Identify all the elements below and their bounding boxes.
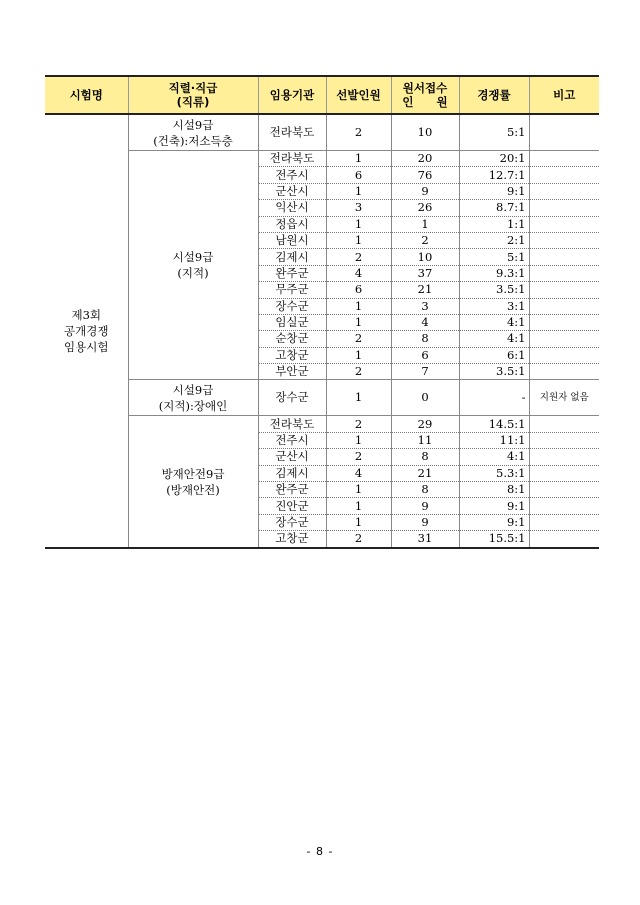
agency-cell: 전주시 [258,167,326,183]
ratio-cell: 6:1 [459,347,529,363]
applicants-cell: 26 [391,200,459,216]
applicants-cell: 10 [391,249,459,265]
exam-name-cell [45,114,128,548]
ratio-cell: 3.5:1 [459,282,529,298]
note-cell [529,498,599,514]
applicants-cell: 1 [391,216,459,232]
quota-cell: 2 [326,364,391,380]
agency-cell: 완주군 [258,482,326,498]
applicants-cell: 3 [391,298,459,314]
quota-cell: 6 [326,282,391,298]
applicants-cell: 8 [391,449,459,465]
note-cell [529,183,599,199]
ratio-cell: 4:1 [459,449,529,465]
grade-cell [128,114,258,151]
agency-cell: 익산시 [258,200,326,216]
quota-cell: 1 [326,232,391,248]
table-row [45,151,599,167]
exam-name-line: 공개경쟁 [64,323,109,338]
ratio-cell: 11:1 [459,432,529,448]
exam-name-line: 임용시험 [64,339,109,354]
ratio-cell: 9:1 [459,514,529,530]
note-cell [529,416,599,432]
applicants-cell: 4 [391,314,459,330]
agency-cell: 완주군 [258,265,326,281]
applicants-cell: 29 [391,416,459,432]
quota-cell: 1 [326,347,391,363]
table-body [45,114,599,548]
header-agency: 임용기관 [258,76,326,114]
applicants-cell: 21 [391,282,459,298]
quota-cell: 4 [326,265,391,281]
agency-cell: 전주시 [258,432,326,448]
quota-cell: 1 [326,151,391,167]
page-number: - 8 - [306,845,334,858]
note-cell [529,151,599,167]
agency-cell: 김제시 [258,249,326,265]
agency-cell: 전라북도 [258,151,326,167]
table-row [45,380,599,416]
exam-name-line: 제3회 [71,307,102,322]
agency-cell: 부안군 [258,364,326,380]
grade-line: 시설9급 [172,250,214,265]
note-cell [529,298,599,314]
applicants-cell: 21 [391,465,459,481]
quota-cell: 1 [326,183,391,199]
note-cell [529,482,599,498]
applicants-cell: 31 [391,531,459,548]
recruitment-results-table [45,75,599,549]
applicants-cell: 9 [391,498,459,514]
note-cell [529,167,599,183]
grade-cell [128,380,258,416]
quota-cell: 2 [326,531,391,548]
quota-cell: 2 [326,449,391,465]
ratio-cell: 4:1 [459,314,529,330]
grade-line: (방재안전) [166,482,220,497]
ratio-cell: 20:1 [459,151,529,167]
ratio-cell: 5:1 [459,249,529,265]
agency-cell: 장수군 [258,514,326,530]
note-cell [529,114,599,151]
note-cell [529,449,599,465]
quota-cell: 6 [326,167,391,183]
ratio-cell: 4:1 [459,331,529,347]
ratio-cell: 5:1 [459,114,529,151]
ratio-cell: 5.3:1 [459,465,529,481]
agency-cell: 장수군 [258,298,326,314]
note-cell [529,314,599,330]
header-ratio: 경쟁률 [459,76,529,114]
applicants-cell: 6 [391,347,459,363]
ratio-cell: 14.5:1 [459,416,529,432]
quota-cell: 1 [326,482,391,498]
header-note: 비고 [529,76,599,114]
note-cell [529,347,599,363]
ratio-cell: 12.7:1 [459,167,529,183]
header-row [45,76,599,114]
applicants-cell: 10 [391,114,459,151]
header-applicants-line1: 원서접수 [402,81,448,95]
note-cell [529,465,599,481]
agency-cell: 고창군 [258,347,326,363]
agency-cell: 남원시 [258,232,326,248]
agency-cell: 군산시 [258,183,326,199]
note-cell [529,514,599,530]
agency-cell: 장수군 [258,380,326,416]
agency-cell: 임실군 [258,314,326,330]
table-row [45,114,599,151]
applicants-cell: 76 [391,167,459,183]
quota-cell: 1 [326,432,391,448]
ratio-cell: 1:1 [459,216,529,232]
agency-cell: 진안군 [258,498,326,514]
note-cell: 지원자 없음 [529,380,599,416]
header-grade-line2: (직류) [176,95,210,109]
note-cell [529,364,599,380]
header-exam: 시험명 [45,76,128,114]
grade-line: 시설9급 [172,117,214,132]
ratio-cell: 3:1 [459,298,529,314]
applicants-cell: 0 [391,380,459,416]
quota-cell: 1 [326,380,391,416]
applicants-cell: 2 [391,232,459,248]
agency-cell: 고창군 [258,531,326,548]
applicants-cell: 37 [391,265,459,281]
note-cell [529,216,599,232]
applicants-cell: 11 [391,432,459,448]
agency-cell: 김제시 [258,465,326,481]
grade-line: (지적) [177,266,209,281]
quota-cell: 1 [326,216,391,232]
ratio-cell: 3.5:1 [459,364,529,380]
agency-cell: 군산시 [258,449,326,465]
grade-cell [128,416,258,548]
quota-cell: 1 [326,498,391,514]
applicants-cell: 8 [391,482,459,498]
grade-cell [128,151,258,380]
note-cell [529,232,599,248]
agency-cell: 무주군 [258,282,326,298]
quota-cell: 1 [326,314,391,330]
note-cell [529,249,599,265]
agency-cell: 전라북도 [258,416,326,432]
ratio-cell: 9:1 [459,498,529,514]
quota-cell: 2 [326,114,391,151]
note-cell [529,432,599,448]
note-cell [529,265,599,281]
applicants-cell: 9 [391,183,459,199]
header-applicants [391,76,459,114]
grade-line: 시설9급 [172,382,214,397]
table-row [45,416,599,432]
quota-cell: 2 [326,331,391,347]
header-applicants-line2: 인 원 [402,95,448,109]
applicants-cell: 8 [391,331,459,347]
note-cell [529,331,599,347]
grade-line: 방재안전9급 [161,466,225,481]
header-grade-line1: 직렬·직급 [168,81,218,95]
applicants-cell: 7 [391,364,459,380]
agency-cell: 순창군 [258,331,326,347]
ratio-cell: - [459,380,529,416]
applicants-cell: 9 [391,514,459,530]
note-cell [529,531,599,548]
quota-cell: 3 [326,200,391,216]
ratio-cell: 9:1 [459,183,529,199]
applicants-cell: 20 [391,151,459,167]
quota-cell: 4 [326,465,391,481]
ratio-cell: 15.5:1 [459,531,529,548]
quota-cell: 1 [326,514,391,530]
note-cell [529,282,599,298]
ratio-cell: 8.7:1 [459,200,529,216]
agency-cell: 정읍시 [258,216,326,232]
header-quota: 선발인원 [326,76,391,114]
ratio-cell: 2:1 [459,232,529,248]
header-grade [128,76,258,114]
quota-cell: 1 [326,298,391,314]
agency-cell: 전라북도 [258,114,326,151]
quota-cell: 2 [326,249,391,265]
ratio-cell: 8:1 [459,482,529,498]
grade-line: (지적):장애인 [158,398,228,413]
ratio-cell: 9.3:1 [459,265,529,281]
grade-line: (건축):저소득층 [153,133,233,148]
note-cell [529,200,599,216]
quota-cell: 2 [326,416,391,432]
